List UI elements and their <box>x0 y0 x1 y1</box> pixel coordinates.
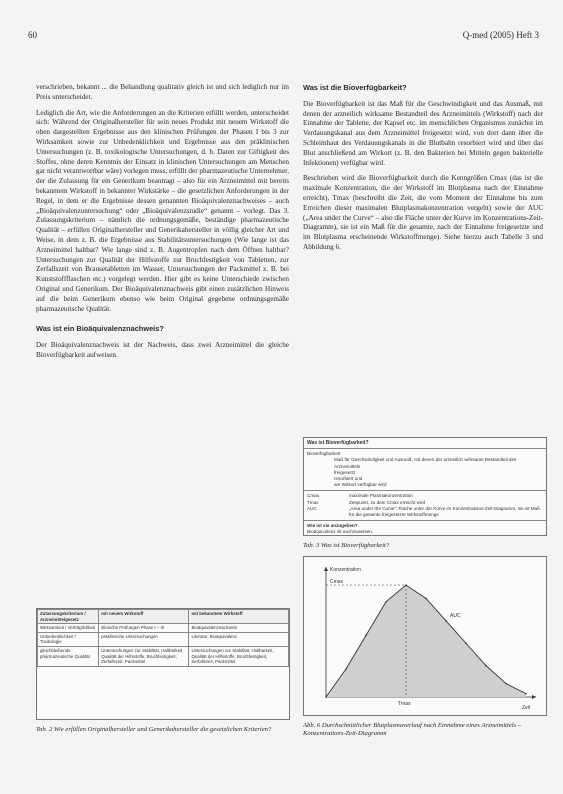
table-header-cell: Zulassungskriterium / Arzneimittelgesetz <box>38 610 99 624</box>
x-axis-arrow-icon <box>532 695 536 699</box>
table-cell: Wirksamkeit / Verträglichkeit <box>38 624 99 633</box>
table-row <box>38 632 289 646</box>
page-number: 60 <box>28 30 37 40</box>
data-point <box>465 642 467 644</box>
table-row <box>38 646 289 666</box>
data-point <box>345 668 347 670</box>
right-column <box>303 83 543 259</box>
section-heading: Was ist ein Bioäquivalenznachweis? <box>36 324 164 334</box>
data-point <box>425 598 427 600</box>
definition-item: Maß für Geschwindigkeit und Ausmaß, mit denen der arzneilich wirksame Bestandteil des Arzneimittels <box>334 457 517 469</box>
table-cell: Untersuchungen zur Stabilität, Haltbarkeit, Qualität der Hilfsstoffe, Bruchfestigkeit, Zerfallszeit, Packmittel <box>189 646 289 666</box>
parameter-section <box>304 491 546 521</box>
data-point <box>365 635 367 637</box>
footer-section <box>304 521 546 536</box>
footer-text: Bioäquivalenz ist nachzuweisen. <box>307 529 374 535</box>
comparison-table <box>37 609 289 667</box>
table-cell: Unbedenklichkeit / Toxikologie <box>38 632 99 646</box>
parameter-value: maximale Plasmakonzentration <box>349 493 413 499</box>
x-axis-label: Zeit <box>522 705 531 711</box>
table-3-title: Was ist Bioverfügbarkeit? <box>304 438 546 449</box>
definition-item: freigesetzt <box>334 469 356 475</box>
figure-6 <box>303 556 547 716</box>
table-header-row <box>38 610 289 624</box>
body-paragraph: Die Bioverfügbarkeit ist das Maß für die Geschwindigkeit und das Ausmaß, mit denen der arzneilich wirksame Bestandteil des Arzneimittels (Wirkstoff) nach der Einnahme der Tablette, der Kapsel etc. im menschlichen Organismus zunächst im Verdauungskanal aus dem Arzneimittel freigesetzt wird, von dort dann über die Schleimhaut des Verdauungskanals in die Blutbahn resorbiert wird und über das Blut anschließend am Wirkort (z. B. den Bakterien bei Mitteln gegen bakterielle Infektionen) verfügbar wird. <box>303 99 543 167</box>
y-axis-arrow-icon <box>324 567 328 571</box>
definition-label: Bioverfügbarkeit <box>307 451 341 457</box>
table-header-cell: mit neuem Wirkstoff <box>99 610 189 624</box>
table-cell: gleichbleibende pharmazeutische Qualität <box>38 646 99 666</box>
section-heading: Was ist die Bioverfügbarkeit? <box>303 83 407 92</box>
parameter-key: Cmax <box>307 493 319 499</box>
footer-title: Wie ist sie anzugeben? <box>307 523 358 529</box>
table-2 <box>36 608 290 720</box>
data-point <box>385 601 387 603</box>
parameter-key: Tmax <box>307 499 319 505</box>
figure-6-caption: Abb. 6 Durchschnittlicher Blutplasmaverlauf nach Einnahme eines Arzneimittels – Konzentrations-Zeit-Diagramm <box>303 722 522 738</box>
parameter-value: „Area under the Curve“: Fläche unter der Kurve im Konzentrations-Zeit-Diagramm, sie ist Maß für die gesamte freigesetzte Wirkstoffmenge <box>349 505 540 518</box>
intro-paragraph: verschrieben, bekannt ... die Behandlung qualitativ gleich ist und sich lediglich nur im Preis unterscheidet. <box>36 83 289 101</box>
table-header-cell: mit bekanntem Wirkstoff <box>189 610 289 624</box>
left-column <box>36 83 289 367</box>
body-paragraph: Beschrieben wird die Bioverfügbarkeit durch die Kenngrößen Cmax (das ist die maximale Konzentration, die der Wirkstoff im Blutplasma nach der Einnahme erreicht), Tmax (beschreibt die Zeit, die vom Moment der Einnahme bis zum Erreichen dieser maximalen Blutplasmakonzentration vergeht) sowie der AUC („Area under the Curve“ – also die Fläche unter der Kurve im Konzentrations-Zeit-Diagramm), sie ist ein Maß für die gesamte, nach der Einnahme freigesetzte und im Blutplasma erscheinende Wirkstoffmenge). Siehe hierzu auch Tabelle 3 und Abbildung 6. <box>303 174 543 251</box>
table-3-caption: Tab. 3 Was ist Bioverfügbarkeit? <box>303 542 390 549</box>
body-paragraph: Lediglich die Art, wie die Anforderungen an die Kriterien erfüllt werden, unterscheidet sich: Während der Originalhersteller für sein neues Produkt mit neuem Wirkstoff die oben dargestellten Ergebnisse aus den klinischen Prüfungen der Phasen I bis 3 zur Wirksamkeit sowie zur Unbedenklichkeit und Ergebnisse aus den präklinischen Untersuchungen (z. B. toxikologische Untersuchungen, d. h. Daten zur Giftigkeit des Stoffes, ohne deren Kenntnis der Einsatz in klinischen Untersuchungen am Menschen gar nicht verantwortbar wäre) vorlegen muss, erfüllt der pharmazeutische Unternehmer, der die Zulassung für ein Generikum beantragt – also für ein Arzneimittel mit bereits bekanntem Wirkstoff in bekannter Wirkstärke – die gesetzlichen Anforderungen in der Regel, in dem er die Ergebnisse dessen genannten Bioäquivalenznachweises – auch „Bioäquivalenzuntersuchung“ oder „Bioäquivalenzstudie“ genannt – vorlegt. Das 3. Zulassungskriterium – nämlich die ordnungsgemäße, beständige pharmazeutische Qualität – erfüllen Originalhersteller und Generikahersteller in völlig gleicher Art und Weise, in dem z. B. die Ergebnisse aus Stabilitätsuntersuchungen (Wie lange ist das Arzneimittel haltbar? Wie lange sind z. B. Augentropfen nach dem Öffnen haltbar? Untersuchungen zur Qualität der Hilfsstoffe zur Bruchfestigkeit von Tabletten, zur Zerfallszeit von Brausetabletten im Wasser, Untersuchungen der Packmittel z. B. bei Kunststoffflaschen etc.) vorgelegt werden. Hier gibt es keine Unterschiede zwischen Original und Generikum. Der Bioäquivalenznachweis gibt einen zusätzlichen Hinweis auf die beim Generikum ebenso wie beim Original gegebene ordnungsgemäße pharmazeutische Qualität. <box>36 108 289 313</box>
data-point <box>325 696 327 698</box>
chart-marks <box>325 579 527 707</box>
data-point <box>485 665 487 667</box>
table-3 <box>303 437 547 536</box>
table-cell: Literatur, Bioäquivalenz <box>189 632 289 646</box>
y-axis-label: Konzentration <box>330 567 361 573</box>
journal-title: Q-med (2005) Heft 3 <box>462 30 539 40</box>
data-point <box>505 683 507 685</box>
parameter-value: Zeitpunkt, zu dem Cmax erreicht wird <box>349 499 426 505</box>
data-point <box>445 620 447 622</box>
body-paragraph: Der Bioäquivalenznachweis ist der Nachweis, dass zwei Arzneimittel die gleiche Bioverfügbarkeit aufweisen. <box>36 341 289 359</box>
auc-area <box>326 585 526 697</box>
cmax-label: Cmax <box>330 579 344 585</box>
data-point <box>525 693 527 695</box>
table-cell: Bioäquivalenznachweis <box>189 624 289 633</box>
table-row <box>38 624 289 633</box>
table-cell: klinische Prüfungen Phase I – III <box>99 624 189 633</box>
definition-item: resorbiert und <box>334 476 363 482</box>
parameter-row <box>304 506 546 518</box>
definition-item: am Wirkort verfügbar wird <box>334 482 387 488</box>
concentration-time-chart <box>304 557 546 715</box>
definition-section <box>304 449 546 491</box>
table-cell: Untersuchungen zur Stabilität, Haltbarkeit, Qualität der Hilfsstoffe, Bruchfestigkeit, Zerfallszeit, Packmittel <box>99 646 189 666</box>
parameter-key: AUC <box>307 505 317 511</box>
table-cell: präklinische Untersuchungen <box>99 632 189 646</box>
tmax-label: Tmax <box>398 701 411 707</box>
auc-label: AUC <box>450 612 461 619</box>
table-2-caption: Tab. 2 Wie erfüllen Originalhersteller und Generikahersteller die gesetzlichen Kriterien? <box>36 726 272 733</box>
